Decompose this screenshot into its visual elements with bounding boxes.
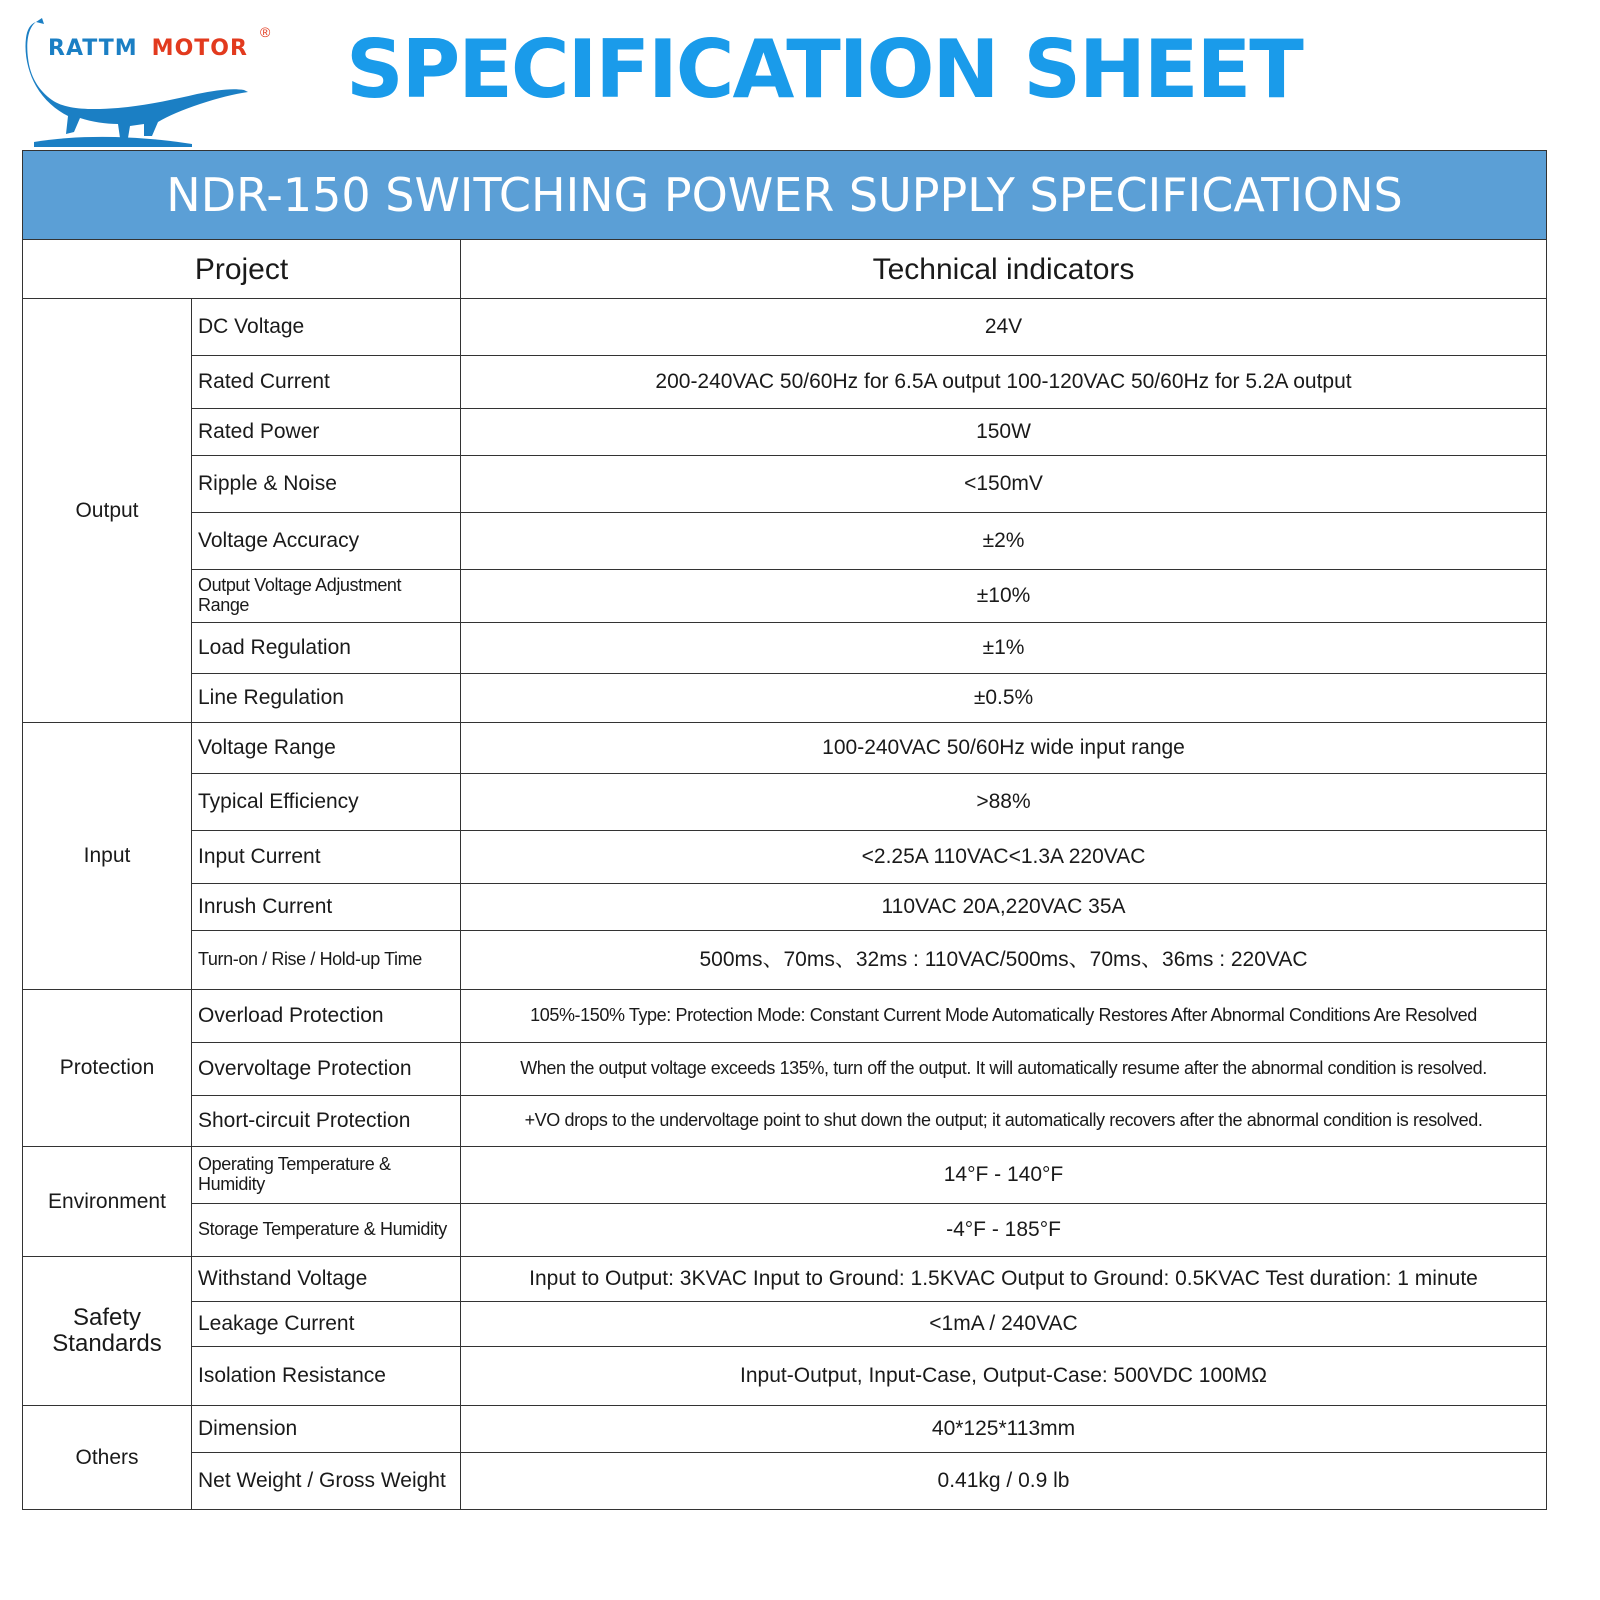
registered-mark: ® <box>260 24 271 40</box>
table-row <box>23 356 1547 409</box>
row-value: Input-Output, Input-Case, Output-Case: 500VDC 100MΩ <box>461 1347 1547 1406</box>
table-row <box>23 1096 1547 1147</box>
row-label: Rated Power <box>192 409 461 456</box>
row-label: Storage Temperature & Humidity <box>192 1204 461 1257</box>
row-label: Net Weight / Gross Weight <box>192 1453 461 1510</box>
brand-logo <box>22 14 282 149</box>
row-label: Ripple & Noise <box>192 456 461 513</box>
row-value: 40*125*113mm <box>461 1406 1547 1453</box>
row-value: ±0.5% <box>461 674 1547 723</box>
row-label: Voltage Range <box>192 723 461 774</box>
page-title: SPECIFICATION SHEET <box>346 23 1302 116</box>
category-protection: Protection <box>23 990 192 1147</box>
row-label: Voltage Accuracy <box>192 513 461 570</box>
row-value: -4°F - 185°F <box>461 1204 1547 1257</box>
row-value: 150W <box>461 409 1547 456</box>
table-row <box>23 299 1547 356</box>
table-row <box>23 1453 1547 1510</box>
row-label: Overload Protection <box>192 990 461 1043</box>
spec-table <box>22 150 1547 1510</box>
row-label: DC Voltage <box>192 299 461 356</box>
row-label: Inrush Current <box>192 884 461 931</box>
row-label: Overvoltage Protection <box>192 1043 461 1096</box>
row-value: 110VAC 20A,220VAC 35A <box>461 884 1547 931</box>
row-value: 0.41kg / 0.9 lb <box>461 1453 1547 1510</box>
table-row <box>23 674 1547 723</box>
row-value: <1mA / 240VAC <box>461 1302 1547 1347</box>
row-value: <150mV <box>461 456 1547 513</box>
table-row <box>23 931 1547 990</box>
table-row <box>23 409 1547 456</box>
category-environment: Environment <box>23 1147 192 1257</box>
table-row <box>23 1257 1547 1302</box>
table-row <box>23 513 1547 570</box>
row-value: When the output voltage exceeds 135%, turn off the output. It will automatically resume after the abnormal condition is resolved. <box>461 1043 1547 1096</box>
table-row <box>23 831 1547 884</box>
table-row <box>23 1406 1547 1453</box>
table-row <box>23 990 1547 1043</box>
table-row <box>23 1204 1547 1257</box>
table-row <box>23 774 1547 831</box>
category-safety-standards: Safety Standards <box>23 1257 192 1406</box>
row-label: Operating Temperature & Humidity <box>192 1147 461 1204</box>
row-value: 105%-150% Type: Protection Mode: Constant Current Mode Automatically Restores After Abnormal Conditions Are Resolved <box>461 990 1547 1043</box>
category-input: Input <box>23 723 192 990</box>
row-label: Line Regulation <box>192 674 461 723</box>
row-value: >88% <box>461 774 1547 831</box>
table-row <box>23 884 1547 931</box>
row-label: Input Current <box>192 831 461 884</box>
row-label: Load Regulation <box>192 623 461 674</box>
row-label: Dimension <box>192 1406 461 1453</box>
row-label: Leakage Current <box>192 1302 461 1347</box>
dinosaur-icon <box>22 14 282 149</box>
table-row <box>23 1302 1547 1347</box>
table-banner-row <box>23 151 1547 240</box>
table-row <box>23 623 1547 674</box>
table-row <box>23 723 1547 774</box>
row-value: ±2% <box>461 513 1547 570</box>
table-row <box>23 570 1547 623</box>
table-row <box>23 1043 1547 1096</box>
row-label: Turn-on / Rise / Hold-up Time <box>192 931 461 990</box>
row-value: 14°F - 140°F <box>461 1147 1547 1204</box>
row-label: Isolation Resistance <box>192 1347 461 1406</box>
page-header <box>0 0 1600 150</box>
brand-name-part2: MOTOR <box>151 36 248 61</box>
row-value: ±1% <box>461 623 1547 674</box>
category-output: Output <box>23 299 192 723</box>
table-row <box>23 456 1547 513</box>
table-header-row <box>23 240 1547 299</box>
column-header-project: Project <box>23 240 461 299</box>
table-row <box>23 1347 1547 1406</box>
row-value: 200-240VAC 50/60Hz for 6.5A output 100-120VAC 50/60Hz for 5.2A output <box>461 356 1547 409</box>
category-others: Others <box>23 1406 192 1510</box>
row-value: +VO drops to the undervoltage point to shut down the output; it automatically recovers after the abnormal condition is resolved. <box>461 1096 1547 1147</box>
row-label: Rated Current <box>192 356 461 409</box>
row-value: ±10% <box>461 570 1547 623</box>
row-value: 500ms、70ms、32ms : 110VAC/500ms、70ms、36ms : 220VAC <box>461 931 1547 990</box>
table-row <box>23 1147 1547 1204</box>
table-banner: NDR-150 SWITCHING POWER SUPPLY SPECIFICATIONS <box>23 151 1547 240</box>
row-label: Withstand Voltage <box>192 1257 461 1302</box>
brand-name-part1: RATTM <box>48 36 138 61</box>
row-value: 24V <box>461 299 1547 356</box>
row-label: Output Voltage Adjustment Range <box>192 570 461 623</box>
row-value: 100-240VAC 50/60Hz wide input range <box>461 723 1547 774</box>
column-header-technical: Technical indicators <box>461 240 1547 299</box>
row-value: <2.25A 110VAC<1.3A 220VAC <box>461 831 1547 884</box>
row-label: Typical Efficiency <box>192 774 461 831</box>
row-value: Input to Output: 3KVAC Input to Ground: 1.5KVAC Output to Ground: 0.5KVAC Test duration: 1 minute <box>461 1257 1547 1302</box>
row-label: Short-circuit Protection <box>192 1096 461 1147</box>
